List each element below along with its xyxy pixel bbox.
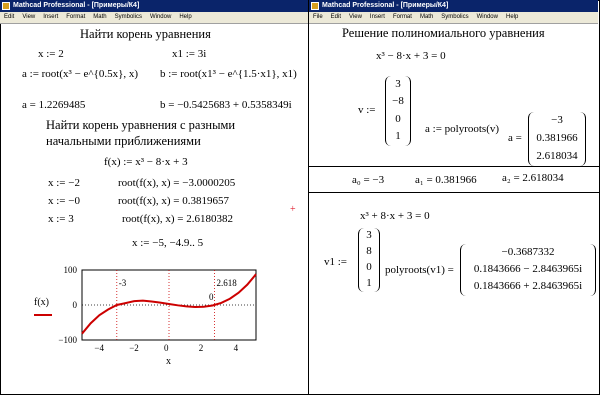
y-tick-label: 100 <box>63 265 77 275</box>
f-definition[interactable]: f(x) := x³ − 8·x + 3 <box>104 156 188 168</box>
left-title-bar[interactable] <box>0 0 308 12</box>
separator-line <box>309 166 599 167</box>
right-window-title: Mathcad Professional - [Примеры/К4] <box>322 2 449 9</box>
menu-item-edit[interactable]: Edit <box>330 14 342 20</box>
y-tick-label: 0 <box>72 300 77 310</box>
menu-item-insert[interactable]: Insert <box>43 14 59 20</box>
roots-vector-cell: −0.3687332 <box>501 245 555 258</box>
menu-item-window[interactable]: Window <box>149 14 172 20</box>
x-init-3[interactable]: x := 3 <box>48 213 74 225</box>
right-menu-bar <box>309 12 598 24</box>
menu-item-view[interactable]: View <box>349 14 362 20</box>
v-vector-cell: 0 <box>395 112 401 125</box>
x-tick-label: −2 <box>129 343 139 353</box>
menu-item-edit[interactable]: Edit <box>4 14 15 20</box>
menu-item-window[interactable]: Window <box>476 14 498 20</box>
v-vector-cell: 3 <box>395 77 401 90</box>
a-vector[interactable] <box>528 112 586 166</box>
x-assignment[interactable]: x := 2 <box>38 48 64 60</box>
polyroots-v-def[interactable]: a := polyroots(v) <box>425 123 500 135</box>
v1-vector-cell: 3 <box>366 229 372 241</box>
a-label: a = <box>508 132 522 144</box>
menu-item-format[interactable]: Format <box>66 14 86 20</box>
polyroots-v1-def[interactable]: polyroots(v1) = <box>385 264 454 276</box>
x-axis-label: x <box>166 356 171 367</box>
a2-result[interactable]: a₂ = 2.618034 <box>502 172 564 184</box>
roots-vector[interactable] <box>460 244 596 296</box>
menu-item-help[interactable]: Help <box>179 14 192 20</box>
v1-label: v1 := <box>324 256 348 268</box>
red-cursor-marker: + <box>290 204 296 215</box>
v-label: v := <box>358 104 376 116</box>
root-annotation-label: 2.618 <box>216 278 237 288</box>
a1-result[interactable]: a₁ = 0.381966 <box>415 174 477 186</box>
y-axis-label: f(x) <box>34 297 49 308</box>
y-tick-label: −100 <box>58 335 77 345</box>
roots-vector-cell: 0.1843666 + 2.8463965i <box>473 280 583 293</box>
equation-1[interactable]: x³ − 8·x + 3 = 0 <box>376 50 446 62</box>
a-result[interactable]: a = 1.2269485 <box>22 99 86 111</box>
b-result[interactable]: b = −0.5425683 + 0.5358349i <box>160 99 292 111</box>
function-plot[interactable] <box>0 258 308 398</box>
range-definition[interactable]: x := −5, −4.9.. 5 <box>132 237 204 249</box>
root-result-1[interactable]: root(f(x), x) = −3.0000205 <box>118 177 236 189</box>
v1-vector-cell: 0 <box>366 261 372 273</box>
app-icon <box>2 2 10 10</box>
a-vector-cell: −3 <box>551 114 563 126</box>
root-result-3[interactable]: root(f(x), x) = 2.6180382 <box>122 213 233 225</box>
menu-item-symbolics[interactable]: Symbolics <box>441 14 469 20</box>
heading-initial-approx-1: Найти корень уравнения с разными <box>46 118 236 132</box>
left-menu-bar <box>0 12 308 24</box>
root-annotation-label: 0 <box>209 292 214 302</box>
v1-vector[interactable] <box>358 228 380 292</box>
x1-assignment[interactable]: x1 := 3i <box>172 48 207 60</box>
x-init-2[interactable]: x := −0 <box>48 195 80 207</box>
root-annotation-label: -3 <box>118 278 127 288</box>
menu-item-math[interactable]: Math <box>419 14 434 20</box>
a0-result[interactable]: a₀ = −3 <box>352 174 385 186</box>
roots-vector-cell: 0.1843666 − 2.8463965i <box>473 263 583 275</box>
x-tick-label: 0 <box>164 343 169 353</box>
app-icon <box>311 2 319 10</box>
heading-polynomial: Решение полиномиального уравнения <box>342 26 545 40</box>
menu-item-insert[interactable]: Insert <box>369 14 385 20</box>
x-init-1[interactable]: x := −2 <box>48 177 80 189</box>
menu-item-help[interactable]: Help <box>505 14 519 20</box>
menu-item-math[interactable]: Math <box>93 14 107 20</box>
menu-item-view[interactable]: View <box>22 14 36 20</box>
x-tick-label: −4 <box>94 343 104 353</box>
a-vector-cell: 0.381966 <box>536 132 578 144</box>
x-tick-label: 2 <box>198 343 204 353</box>
v1-vector-cell: 8 <box>366 245 372 257</box>
v-vector-cell: −8 <box>392 95 404 108</box>
heading-initial-approx-2: начальными приближениями <box>46 134 201 148</box>
x-tick-label: 4 <box>233 343 239 353</box>
v-vector[interactable] <box>385 76 411 146</box>
separator-line <box>309 192 599 193</box>
menu-item-symbolics[interactable]: Symbolics <box>114 14 142 20</box>
a-definition[interactable]: a := root(x³ − e^{0.5x}, x) <box>22 68 139 80</box>
equation-2[interactable]: x³ + 8·x + 3 = 0 <box>360 210 430 222</box>
a-vector-cell: 2.618034 <box>536 150 578 162</box>
menu-item-file[interactable]: File <box>313 14 323 20</box>
v1-vector-cell: 1 <box>366 277 372 289</box>
root-result-2[interactable]: root(f(x), x) = 0.3819657 <box>118 195 229 207</box>
panel-divider <box>308 0 309 394</box>
left-window-title: Mathcad Professional - [Примеры/К4] <box>13 2 140 9</box>
b-definition[interactable]: b := root(x1³ − e^{1.5·x1}, x1) <box>160 68 297 80</box>
heading-find-root: Найти корень уравнения <box>80 27 211 41</box>
right-title-bar[interactable] <box>309 0 598 12</box>
v-vector-cell: 1 <box>395 130 401 143</box>
menu-item-format[interactable]: Format <box>392 14 412 20</box>
